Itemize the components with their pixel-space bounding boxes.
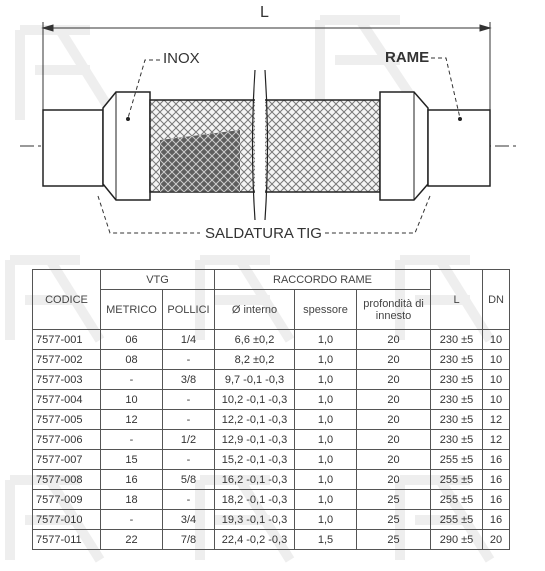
cell-metrico: - [101,370,163,390]
table-row [33,490,510,510]
cell-profondita: 20 [357,370,431,390]
callout-inox: INOX [163,50,200,67]
cell-codice: 7577-006 [33,430,101,450]
cell-l: 255 ±5 [431,450,483,470]
cell-interno: 10,2 -0,1 -0,3 [215,390,295,410]
cell-codice: 7577-009 [33,490,101,510]
cell-profondita: 20 [357,350,431,370]
cell-metrico: 15 [101,450,163,470]
cell-interno: 6,6 ±0,2 [215,330,295,350]
cell-codice: 7577-010 [33,510,101,530]
cell-spessore: 1,0 [295,370,357,390]
cell-pollici: - [163,410,215,430]
cell-spessore: 1,0 [295,450,357,470]
cell-spessore: 1,0 [295,470,357,490]
cell-spessore: 1,5 [295,530,357,550]
cell-pollici: 5/8 [163,470,215,490]
cell-metrico: 10 [101,390,163,410]
table-row [33,410,510,430]
cell-interno: 16,2 -0,1 -0,3 [215,470,295,490]
callout-rame: RAME [385,49,430,66]
cell-interno: 19,3 -0,1 -0,3 [215,510,295,530]
cell-codice: 7577-005 [33,410,101,430]
header-dn: DN [483,270,510,330]
cell-spessore: 1,0 [295,510,357,530]
cell-interno: 22,4 -0,2 -0,3 [215,530,295,550]
cell-pollici: 7/8 [163,530,215,550]
cell-pollici: - [163,450,215,470]
header-spessore: spessore [295,290,357,330]
header-interno: Ø interno [215,290,295,330]
cell-profondita: 20 [357,470,431,490]
dimension-label: L [260,4,269,21]
cell-codice: 7577-011 [33,530,101,550]
cell-interno: 15,2 -0,1 -0,3 [215,450,295,470]
cell-profondita: 25 [357,530,431,550]
table-row [33,530,510,550]
cell-spessore: 1,0 [295,490,357,510]
header-l: L [431,270,483,330]
cell-interno: 9,7 -0,1 -0,3 [215,370,295,390]
cell-metrico: 08 [101,350,163,370]
table-row [33,350,510,370]
cell-dn: 16 [483,450,510,470]
cell-spessore: 1,0 [295,430,357,450]
table-row [33,330,510,350]
cell-interno: 18,2 -0,1 -0,3 [215,490,295,510]
cell-metrico: - [101,510,163,530]
cell-profondita: 25 [357,490,431,510]
callout-saldatura-tig: SALDATURA TIG [205,225,322,242]
cell-interno: 12,2 -0,1 -0,3 [215,410,295,430]
table-row [33,470,510,490]
cell-spessore: 1,0 [295,350,357,370]
table-row [33,390,510,410]
table-row [33,430,510,450]
table-row [33,370,510,390]
cell-codice: 7577-003 [33,370,101,390]
hose-technical-drawing [0,0,545,262]
cell-dn: 12 [483,410,510,430]
cell-codice: 7577-007 [33,450,101,470]
cell-dn: 16 [483,490,510,510]
cell-dn: 20 [483,530,510,550]
cell-l: 230 ±5 [431,390,483,410]
cell-profondita: 20 [357,390,431,410]
header-raccordo-rame: RACCORDO RAME [215,270,431,290]
cell-dn: 12 [483,430,510,450]
cell-pollici: - [163,390,215,410]
table-row [33,450,510,470]
cell-dn: 16 [483,470,510,490]
cell-dn: 10 [483,330,510,350]
cell-metrico: 06 [101,330,163,350]
cell-l: 255 ±5 [431,490,483,510]
cell-l: 255 ±5 [431,470,483,490]
cell-profondita: 25 [357,510,431,530]
cell-spessore: 1,0 [295,330,357,350]
cell-interno: 8,2 ±0,2 [215,350,295,370]
cell-dn: 16 [483,510,510,530]
cell-l: 230 ±5 [431,410,483,430]
cell-profondita: 20 [357,330,431,350]
cell-codice: 7577-008 [33,470,101,490]
header-profondita: profondità di innesto [357,290,431,330]
table-row [33,510,510,530]
cell-metrico: 18 [101,490,163,510]
cell-metrico: 16 [101,470,163,490]
cell-profondita: 20 [357,410,431,430]
cell-profondita: 20 [357,450,431,470]
cell-l: 230 ±5 [431,350,483,370]
cell-pollici: 1/4 [163,330,215,350]
cell-metrico: 12 [101,410,163,430]
cell-pollici: - [163,490,215,510]
cell-pollici: 1/2 [163,430,215,450]
header-vtg: VTG [101,270,215,290]
cell-pollici: - [163,350,215,370]
cell-interno: 12,9 -0,1 -0,3 [215,430,295,450]
cell-l: 290 ±5 [431,530,483,550]
cell-codice: 7577-001 [33,330,101,350]
cell-dn: 10 [483,350,510,370]
cell-profondita: 20 [357,430,431,450]
header-codice: CODICE [33,270,101,330]
cell-codice: 7577-002 [33,350,101,370]
cell-dn: 10 [483,370,510,390]
spec-table [32,269,510,550]
cell-l: 230 ±5 [431,430,483,450]
cell-l: 230 ±5 [431,330,483,350]
header-metrico: METRICO [101,290,163,330]
cell-pollici: 3/8 [163,370,215,390]
cell-codice: 7577-004 [33,390,101,410]
cell-pollici: 3/4 [163,510,215,530]
cell-dn: 10 [483,390,510,410]
cell-spessore: 1,0 [295,390,357,410]
cell-metrico: 22 [101,530,163,550]
cell-l: 255 ±5 [431,510,483,530]
cell-l: 230 ±5 [431,370,483,390]
header-pollici: POLLICI [163,290,215,330]
cell-metrico: - [101,430,163,450]
cell-spessore: 1,0 [295,410,357,430]
